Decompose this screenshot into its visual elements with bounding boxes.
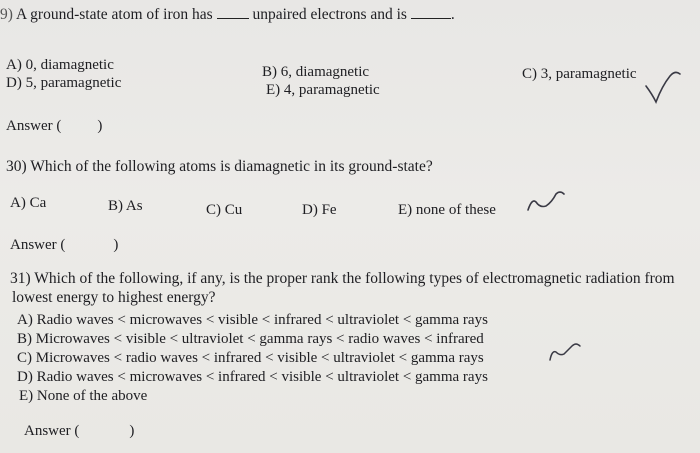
stem-part-b: unpaired electrons and is [252, 6, 407, 23]
question-31-stem-line2: lowest energy to highest energy? [12, 289, 216, 306]
option-e: E) None of the above [19, 388, 148, 404]
answer-label: Answer ( [24, 423, 80, 439]
question-29-stem [0, 6, 455, 24]
option-d: D) Fe [302, 202, 337, 218]
answer-label: Answer ( [10, 237, 66, 253]
answer-close: ) [113, 237, 119, 253]
option-e: E) 4, paramagnetic [266, 82, 380, 98]
answer-line [24, 422, 134, 440]
option-a: A) 0, diamagnetic [6, 57, 114, 73]
answer-close: ) [97, 118, 103, 134]
option-c: C) Microwaves < radio waves < infrared < visible < ultraviolet < gamma rays [17, 350, 484, 366]
question-31-stem-line1: 31) Which of the following, if any, is the proper rank the following types of electromagnetic radiation from [10, 270, 675, 287]
stem-end: . [450, 6, 455, 23]
question-30-stem: 30) Which of the following atoms is diamagnetic in its ground-state? [6, 158, 433, 175]
checkmark-icon [644, 68, 684, 108]
option-b: B) Microwaves < visible < ultraviolet < gamma rays < radio waves < infrared [17, 331, 484, 347]
answer-close: ) [129, 423, 135, 439]
stem-part-a: A ground-state atom of iron has [15, 6, 213, 23]
option-a: A) Ca [10, 195, 47, 211]
question-number: 9) [0, 6, 13, 23]
squiggle-icon [526, 190, 566, 214]
answer-blank [411, 18, 451, 19]
option-c: C) 3, paramagnetic [522, 66, 637, 82]
squiggle-icon [548, 342, 582, 364]
option-a: A) Radio waves < microwaves < visible < infrared < ultraviolet < gamma rays [17, 312, 488, 328]
option-b: B) As [108, 198, 143, 214]
answer-blank [217, 18, 249, 19]
answer-line [10, 236, 118, 254]
option-c: C) Cu [206, 202, 243, 218]
option-e: E) none of these [398, 202, 496, 218]
option-d: D) 5, paramagnetic [6, 75, 122, 91]
option-b: B) 6, diamagnetic [262, 64, 370, 80]
option-d: D) Radio waves < microwaves < infrared < visible < ultraviolet < gamma rays [17, 369, 488, 385]
answer-label: Answer ( [6, 118, 62, 134]
answer-line [6, 117, 102, 135]
